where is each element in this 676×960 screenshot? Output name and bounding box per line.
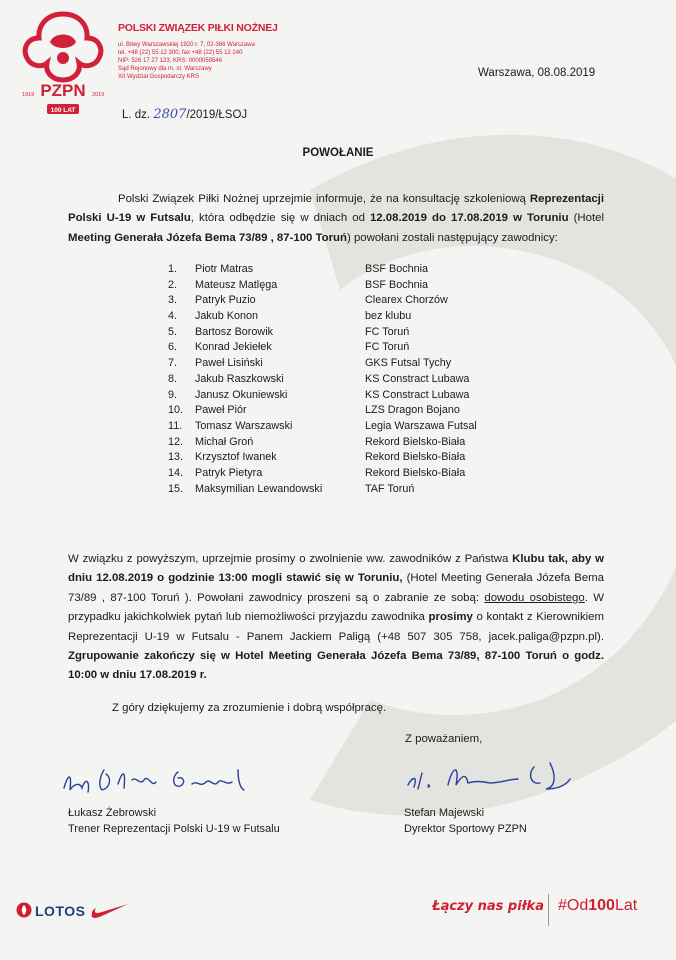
player-name: Patryk Pietyra — [195, 466, 263, 479]
signer-left — [68, 805, 280, 837]
list-item — [168, 325, 528, 341]
list-item — [168, 466, 528, 482]
place-date: Warszawa, 08.08.2019 — [478, 67, 596, 79]
player-name: Krzysztof Iwanek — [195, 451, 277, 464]
player-number: 7. — [168, 357, 178, 370]
player-club: KS Constract Lubawa — [365, 388, 470, 401]
body-text: (Hotel Meeting Generała Józefa Bema 73/89 , 87-100 Toruń ). Powołani zawodnicy proszeni są o zabranie ze sobą: — [68, 572, 604, 604]
player-club: KS Constract Lubawa — [365, 372, 470, 385]
reference-number — [122, 107, 247, 122]
player-club: FC Toruń — [365, 325, 410, 338]
player-name: Konrad Jekiełek — [195, 341, 272, 354]
address-line: ul. Bitwy Warszawskiej 1920 r. 7, 02-366 Warszawa — [118, 42, 255, 48]
player-club: FC Toruń — [365, 341, 410, 354]
player-number: 6. — [168, 341, 178, 354]
intro-bold: Meeting Generała Józefa Bema 73/89 , 87-100 Toruń — [68, 231, 347, 244]
body-bold: Zgrupowanie zakończy się w Hotel Meeting Generała Józefa Bema 73/89, 87-100 Toruń o godz. 10:00 w dniu 17.08.2019 r. — [68, 650, 604, 682]
logo-text: PZPN — [40, 81, 86, 100]
player-number: 3. — [168, 294, 178, 307]
address-line: tel. +48 (22) 55 12 300, fax +48 (22) 55 12 240 — [118, 50, 243, 56]
players-list — [168, 262, 528, 497]
player-club: Clearex Chorzów — [365, 294, 448, 307]
player-number: 8. — [168, 372, 178, 385]
list-item — [168, 278, 528, 294]
body-text: o kontakt z Kierownikiem Reprezentacji U-19 w Futsalu - Panem Jackiem Paligą (+48 507 305 758, jacek.paliga@pzpn.pl). — [68, 611, 604, 643]
list-item — [168, 340, 528, 356]
player-name: Janusz Okuniewski — [195, 388, 288, 401]
list-item — [168, 450, 528, 466]
body-bold: Klubu tak, aby w dniu 12.08.2019 o godzinie 13:00 mogli stawić się w Toruniu, — [68, 553, 605, 585]
logo-year-left: 1919 — [22, 92, 35, 98]
player-number: 13. — [168, 451, 184, 464]
logo-badge: 100 LAT — [50, 107, 76, 114]
signer-right-role: Dyrektor Sportowy PZPN — [404, 823, 527, 835]
player-number: 9. — [168, 388, 178, 401]
player-number: 14. — [168, 466, 184, 479]
player-number: 12. — [168, 435, 184, 448]
body-paragraph — [68, 550, 604, 686]
list-item — [168, 309, 528, 325]
list-item — [168, 388, 528, 404]
player-name: Patryk Puzio — [195, 294, 256, 307]
signature-right-icon — [400, 755, 590, 797]
player-name: Michał Groń — [195, 435, 254, 448]
player-name: Tomasz Warszawski — [195, 419, 293, 432]
ref-prefix: L. dz. — [122, 109, 151, 121]
address-line: Sąd Rejonowy dla m. st. Warszawy — [118, 66, 212, 72]
signer-left-name: Łukasz Żebrowski — [68, 807, 157, 819]
sponsor-name: LOTOS — [35, 903, 86, 919]
logo-year-right: 2019 — [92, 92, 105, 98]
organization-address — [118, 41, 328, 81]
intro-text: ) powołani zostali następujący zawodnicy: — [346, 231, 558, 244]
player-club: Legia Warszawa Futsal — [365, 419, 477, 432]
player-name: Maksymilian Lewandowski — [195, 482, 323, 495]
signature-left-icon — [60, 762, 270, 798]
player-number: 15. — [168, 482, 184, 495]
intro-bold: Reprezentacji Polski U-19 w Futsalu — [68, 193, 604, 225]
lotos-logo-icon — [16, 902, 32, 918]
player-name: Paweł Lisiński — [195, 357, 263, 370]
hashtag-number: 100 — [588, 897, 615, 914]
document-title: POWOŁANIE — [302, 147, 374, 159]
player-name: Jakub Konon — [195, 310, 259, 323]
player-name: Mateusz Matlęga — [195, 278, 278, 291]
footer-slogan: Łączy nas piłka — [432, 899, 544, 914]
player-name: Paweł Piór — [195, 404, 247, 417]
intro-text: Polski Związek Piłki Nożnej uprzejmie informuje, że na konsultację szkoleniową — [118, 193, 530, 205]
body-text: . W przypadku jakichkolwiek pytań lub niemożliwości przyjazdu zawodnika — [68, 591, 605, 624]
list-item — [168, 435, 528, 451]
body-underlined: dowodu osobistego — [484, 591, 585, 604]
player-number: 1. — [168, 263, 178, 275]
list-item — [168, 372, 528, 388]
body-text: W związku z powyższym, uprzejmie prosimy o zwolnienie ww. zawodników z Państwa — [68, 553, 513, 565]
player-number: 4. — [168, 310, 178, 323]
list-item — [168, 419, 528, 435]
ref-suffix: /2019/ŁSOJ — [186, 109, 248, 121]
player-number: 5. — [168, 325, 178, 338]
player-number: 11. — [168, 419, 183, 432]
sponsor-logo — [16, 902, 85, 919]
hashtag-suffix: Lat — [614, 897, 638, 914]
player-club: LZS Dragon Bojano — [365, 404, 460, 417]
footer-divider — [548, 894, 549, 926]
address-line: XII Wydział Gospodarczy KRS — [118, 74, 199, 80]
intro-bold: 12.08.2019 do 17.08.2019 w Toruniu — [369, 212, 569, 225]
pzpn-crest-icon — [14, 8, 112, 118]
player-club: bez klubu — [365, 310, 412, 323]
player-number: 2. — [168, 278, 178, 291]
ref-handwritten-number: 2807 — [153, 107, 187, 122]
body-bold: prosimy — [428, 611, 473, 624]
player-name: Jakub Raszkowski — [195, 372, 284, 385]
player-name: Bartosz Borowik — [195, 325, 274, 338]
list-item — [168, 293, 528, 309]
player-club: BSF Bochnia — [365, 263, 429, 275]
player-club: Rekord Bielsko-Biała — [365, 466, 466, 479]
player-club: Rekord Bielsko-Biała — [365, 435, 466, 448]
signer-left-role: Trener Reprezentacji Polski U-19 w Futsalu — [68, 823, 280, 835]
player-club: BSF Bochnia — [365, 278, 429, 291]
organization-name: POLSKI ZWIĄZEK PIŁKI NOŻNEJ — [118, 22, 278, 34]
thanks-line: Z góry dziękujemy za zrozumienie i dobrą współpracę. — [112, 702, 387, 714]
hashtag-prefix: #Od — [558, 897, 589, 914]
address-line: NIP: 526 17 27 123, KRS: 0000059546 — [118, 58, 223, 64]
signer-right — [404, 805, 527, 837]
player-club: TAF Toruń — [365, 482, 415, 495]
signer-right-name: Stefan Majewski — [404, 807, 485, 819]
intro-text: , która odbędzie się w dniach od — [190, 212, 370, 225]
intro-paragraph — [68, 190, 604, 248]
player-number: 10. — [168, 404, 184, 417]
player-club: Rekord Bielsko-Biała — [365, 451, 466, 464]
list-item — [168, 403, 528, 419]
footer-hashtag — [558, 897, 637, 915]
list-item — [168, 356, 528, 372]
player-name: Piotr Matras — [195, 263, 254, 275]
intro-text: (Hotel — [568, 212, 604, 225]
list-item — [168, 262, 528, 278]
nike-swoosh-icon — [90, 900, 130, 920]
list-item — [168, 482, 528, 498]
regards-line: Z poważaniem, — [405, 733, 483, 745]
player-club: GKS Futsal Tychy — [365, 357, 452, 370]
